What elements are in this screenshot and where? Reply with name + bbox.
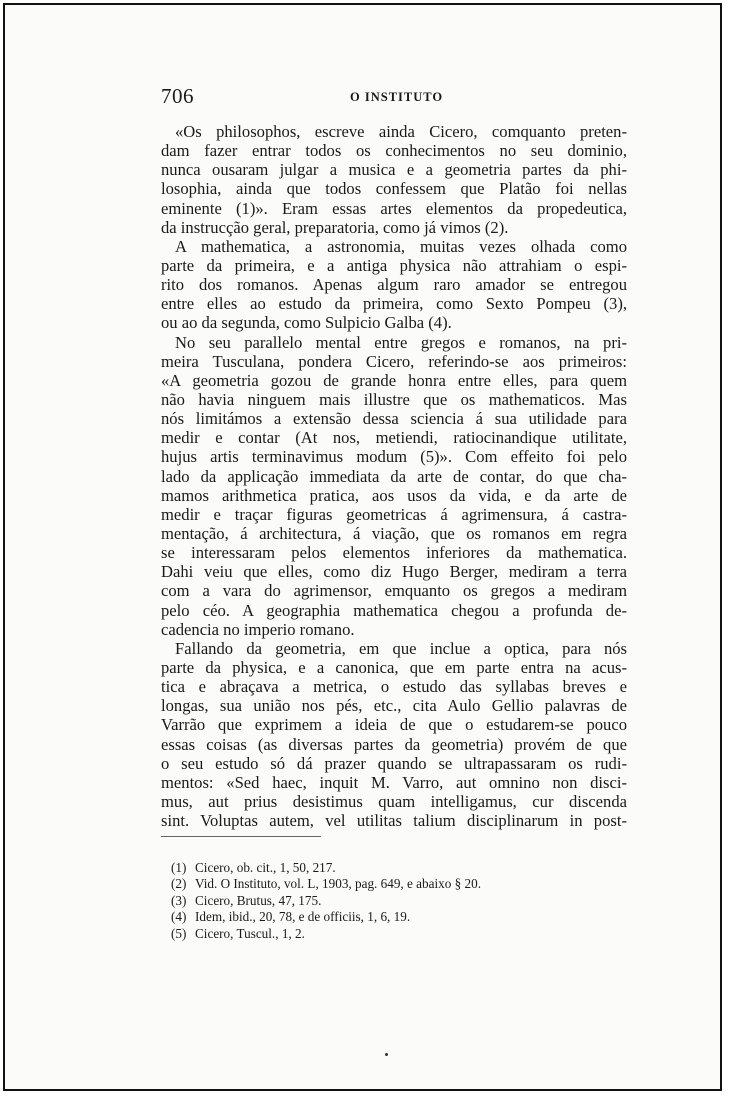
footnote-text: Cicero, ob. cit., 1, 50, 217. [195, 860, 336, 875]
footnote-number: (2) [171, 876, 187, 892]
body-line: da instrucção geral, preparatoria, como já vimos (2). [161, 217, 509, 237]
body-line: rito dos romanos. Apenas algum raro amador se entregou [161, 275, 627, 295]
body-line: ou ao da segunda, como Sulpicio Galba (4). [161, 313, 452, 333]
footnote [171, 926, 591, 942]
page-header [161, 84, 631, 108]
body-line: entre elles ao estudo da primeira, como Sexto Pompeu (3), [161, 294, 627, 314]
body-line: «A geometria gozou de grande honra entre elles, para quem [161, 370, 627, 390]
page-mark [385, 1053, 388, 1056]
body-line: parte da primeira, e a antiga physica não attrahiam o espi- [161, 255, 627, 275]
page-number: 706 [161, 84, 194, 108]
body-line: meira Tusculana, pondera Cicero, referindo-se aos primeiros: [161, 351, 627, 371]
footnote-text: Vid. O Instituto, vol. L, 1903, pag. 649, e abaixo § 20. [195, 876, 482, 892]
body-line: mamos arithmetica pratica, aos usos da vida, e da arte de [161, 485, 627, 505]
body-line: Dahi veiu que elles, como diz Hugo Berger, mediram a terra [161, 562, 627, 582]
body-line: Fallando da geometria, em que inclue a optica, para nós [175, 638, 627, 658]
body-line: pelo céo. A geographia mathematica chegou a profunda de- [161, 600, 627, 620]
body-line: «Os philosophos, escreve ainda Cicero, comquanto preten- [175, 122, 627, 141]
body-line: nunca ousaram julgar a musica e a geometria partes da phi- [161, 160, 627, 180]
body-line: Varrão que exprimem a ideia de que o estudarem-se pouco [161, 715, 627, 735]
footnote [171, 860, 591, 876]
body-line: essas coisas (as diversas partes da geometria) provém de que [161, 734, 627, 754]
body-line: medir e traçar figuras geometricas á agrimensura, á castra- [161, 504, 627, 524]
footnote [171, 876, 591, 892]
footnote-text: Cicero, Tuscul., 1, 2. [195, 925, 305, 941]
body-line: nós limitámos a extensão dessa sciencia á sua utilidade para [161, 409, 627, 429]
body-line: A mathematica, a astronomia, muitas vezes olhada como [175, 236, 627, 256]
body-line: mus, aut prius desistimus quam intelligamus, cur discenda [161, 791, 627, 811]
body-text [161, 122, 627, 830]
body-line: sint. Voluptas autem, vel utilitas talium disciplinarum in post- [161, 811, 627, 831]
body-line: se interessaram pelos elementos inferiores da mathematica. [161, 543, 627, 563]
body-line: medir e contar (At nos, metiendi, ratiocinandique utilitate, [161, 428, 627, 448]
footnote-number: (5) [171, 925, 187, 941]
running-title: O INSTITUTO [350, 90, 444, 104]
footnote [171, 893, 591, 909]
footnote-text: Idem, ibid., 20, 78, e de officiis, 1, 6, 19. [195, 909, 411, 925]
footnotes [171, 860, 591, 942]
body-line: hujus artis terminavimus modum (5)». Com effeito foi pelo [161, 447, 627, 467]
footnote-number: (1) [171, 860, 187, 875]
footnote-number: (3) [171, 892, 187, 908]
body-line: No seu parallelo mental entre gregos e romanos, na pri- [175, 332, 627, 352]
body-line: eminente (1)». Eram essas artes elementos da propedeutica, [161, 198, 627, 218]
body-line: não havia ninguem mais illustre que os mathematicos. Mas [161, 389, 627, 409]
body-line: mentos: «Sed haec, inquit M. Varro, aut omnino non disci- [161, 772, 627, 792]
body-line: mentação, á architectura, á viação, que os romanos em regra [161, 523, 627, 543]
body-line: lado da applicação immediata da arte de contar, do que cha- [161, 466, 627, 486]
body-line: dam fazer entrar todos os conhecimentos no seu dominio, [161, 141, 627, 161]
body-line: parte da physica, e a canonica, que em parte entra na acus- [161, 657, 627, 677]
footnote [171, 909, 591, 925]
body-line: o seu estudo só dá prazer quando se ultrapassaram os rudi- [161, 753, 627, 773]
footnote-rule [161, 836, 321, 837]
footnote-number: (4) [171, 909, 187, 925]
body-line: tica e abraçava a metrica, o estudo das syllabas breves e [161, 677, 627, 697]
body-line: cadencia no imperio romano. [161, 619, 355, 639]
body-line: com a vara do agrimensor, emquanto os gregos a mediram [161, 581, 627, 601]
body-line: losophia, ainda que todos confessem que Platão foi nellas [161, 179, 627, 199]
body-line: longas, sua união nos pés, etc., cita Aulo Gellio palavras de [161, 696, 627, 716]
footnote-text: Cicero, Brutus, 47, 175. [195, 892, 322, 908]
